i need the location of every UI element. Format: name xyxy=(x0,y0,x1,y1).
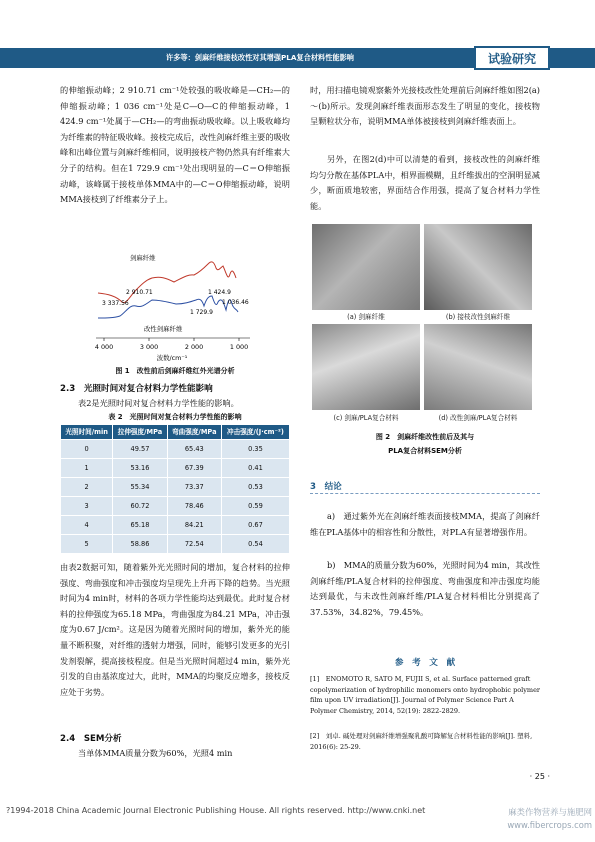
page-number: · 25 · xyxy=(529,772,550,781)
table-row xyxy=(61,497,290,516)
sem-image-b xyxy=(424,224,532,310)
fig2-caption-line1: 图 2 剑麻纤维改性前后及其与 xyxy=(375,433,475,441)
table-row xyxy=(61,459,290,478)
sem-image-c xyxy=(312,324,420,410)
table-2 xyxy=(60,424,290,554)
ftir-figure xyxy=(90,238,260,364)
table-cell: 0.35 xyxy=(221,440,289,459)
table-header: 弯曲强度/MPa xyxy=(167,425,221,440)
fig1-tick-2000: 2 000 xyxy=(184,343,204,351)
references-heading: 参 考 文 献 xyxy=(394,658,456,668)
fig1-ann-1729: 1 729.9 xyxy=(190,309,213,316)
sem-label-d: (d) 改性剑麻/PLA复合材料 xyxy=(438,414,518,422)
section-3-heading: 3 结论 xyxy=(310,482,342,492)
table-header: 光照时间/min xyxy=(61,425,113,440)
table-cell: 55.34 xyxy=(113,478,167,497)
sem-image-a xyxy=(312,224,420,310)
table-cell: 84.21 xyxy=(167,516,221,535)
table-cell: 73.37 xyxy=(167,478,221,497)
left-para-4: 当单体MMA质量分数为60%，光照4 min xyxy=(78,748,233,758)
table-cell: 60.72 xyxy=(113,497,167,516)
table-cell: 0.41 xyxy=(221,459,289,478)
table-cell: 0.59 xyxy=(221,497,289,516)
table-cell: 72.54 xyxy=(167,535,221,554)
table-cell: 58.86 xyxy=(113,535,167,554)
fig1-top-label: 剑麻纤维 xyxy=(130,254,156,262)
left-para-1: 的伸缩振动峰；2 910.71 cm⁻¹处较强的吸收峰是—CH₂—的伸缩振动峰；1 036 cm⁻¹处是C—O—C的伸缩振动峰，1 424.9 cm⁻¹处属于—CH₂—的弯曲振动吸收峰。以上吸收峰均为纤维素的特征吸收峰。接枝完成后，改性剑麻纤维主要的吸收峰和出峰位置与剑麻纤维相同，说明接枝产物仍然具有纤维素大分子的结构。但在1 729.9 cm⁻¹处出现明显的—C＝O伸缩振动峰，该峰属于接枝单体MMA中的—C＝O伸缩振动峰，说明MMA接枝到了纤维素分子上。 xyxy=(60,85,290,205)
table-row xyxy=(61,535,290,554)
reference-1: [1] ENOMOTO R, SATO M, FUJII S, et al. Surface patterned graft copolymerization of hydrophilic monomers onto hydrophobic polymer film upon UV irradiation[J]. Journal of Polymer Science Part A Polymer Chemistry, 2014, 52(19): 2822-2829. xyxy=(310,675,541,715)
sem-image-d xyxy=(424,324,532,410)
sem-label-a: (a) 剑麻纤维 xyxy=(347,313,385,321)
copyright-footer: ?1994-2018 China Academic Journal Electronic Publishing House. All rights reserved. http://www.cnki.net xyxy=(6,806,426,815)
left-para-3: 由表2数据可知，随着紫外光光照时间的增加，复合材料的拉伸强度、弯曲强度和冲击强度均呈现先上升再下降的趋势。当光照时间为4 min时，材料的各项力学性能均达到最优。此时复合材料的拉伸强度为65.18 MPa，弯曲强度为84.21 MPa，冲击强度为0.67 J/cm²。这是因为随着光照时间的增加，紫外光的能量不断积聚，对纤维的透射力增强，同时，能够引发更多的光引发剂裂解，提高接枝程度。但是当光照时间超过4 min，紫外光引发的自由基浓度过大，此时，MMA的均聚反应增多，接枝反应处于劣势。 xyxy=(60,562,290,697)
fig1-tick-3000: 3 000 xyxy=(139,343,159,351)
table-cell: 49.57 xyxy=(113,440,167,459)
table-header: 拉伸强度/MPa xyxy=(113,425,167,440)
table-cell: 0.54 xyxy=(221,535,289,554)
watermark: 麻类作物营养与施肥网 www.fibercrops.com xyxy=(507,807,592,830)
fig1-tick-1000: 1 000 xyxy=(229,343,249,351)
table-cell: 65.43 xyxy=(167,440,221,459)
table-cell: 0.67 xyxy=(221,516,289,535)
table-cell: 2 xyxy=(61,478,113,497)
table-cell: 0 xyxy=(61,440,113,459)
fig1-xlabel: 波数/cm⁻¹ xyxy=(156,354,188,362)
table-row xyxy=(61,440,290,459)
fig1-tick-4000: 4 000 xyxy=(94,343,114,351)
ftir-curve-untreated xyxy=(98,262,236,303)
sem-label-b: (b) 接枝改性剑麻纤维 xyxy=(445,313,511,321)
table-row xyxy=(61,516,290,535)
table-cell: 5 xyxy=(61,535,113,554)
table-cell: 67.39 xyxy=(167,459,221,478)
running-header: 许多等：剑麻纤维接枝改性对其增强PLA复合材料性能影响 xyxy=(166,53,354,62)
sem-label-c: (c) 剑麻/PLA复合材料 xyxy=(333,414,399,422)
fig1-ann-1036: 1 036.46 xyxy=(222,299,249,306)
section-2-3-heading: 2.3 光照时间对复合材料力学性能影响 xyxy=(60,384,213,394)
fig1-ann-3337: 3 337.56 xyxy=(102,300,129,307)
fig2-caption-line2: PLA复合材料SEM分析 xyxy=(388,447,462,455)
table2-caption: 表 2 光照时间对复合材料力学性能的影响 xyxy=(108,413,242,421)
section-2-4-heading: 2.4 SEM分析 xyxy=(60,734,122,744)
table-cell: 3 xyxy=(61,497,113,516)
table-cell: 53.16 xyxy=(113,459,167,478)
fig1-ann-1424: 1 424.9 xyxy=(208,289,231,296)
table-cell: 65.18 xyxy=(113,516,167,535)
conclusion-a: a) 通过紫外光在剑麻纤维表面接枝MMA，提高了剑麻纤维在PLA基体中的相容性和分散性，对PLA有显著增强作用。 xyxy=(310,511,540,537)
right-para-2: 另外，在图2(d)中可以清楚的看到，接枝改性的剑麻纤维均匀分散在基体PLA中，相界面模糊，且纤维拔出的空洞明显减少，断面质地较密，界面结合作用强，提高了复合材料力学性能。 xyxy=(310,154,540,211)
fig1-bottom-label: 改性剑麻纤维 xyxy=(144,325,183,333)
right-para-1: 时，用扫描电镜观察紫外光接枝改性处理前后剑麻纤维如图2(a)～(b)所示。发现剑麻纤维表面形态发生了明显的变化，接枝物呈颗粒状分布，说明MMA单体被接枝到剑麻纤维表面上。 xyxy=(310,85,540,127)
fig1-caption: 图 1 改性前后剑麻纤维红外光谱分析 xyxy=(115,367,235,375)
table-header-row xyxy=(61,425,290,440)
table-cell: 1 xyxy=(61,459,113,478)
conclusion-b: b) MMA的质量分数为60%，光照时间为4 min，其改性剑麻纤维/PLA复合材料的拉伸强度、弯曲强度和冲击强度均能达到最优，与未改性剑麻纤维/PLA复合材料相比分别提高了37.53%，34.82%，79.45%。 xyxy=(310,560,540,617)
table-cell: 0.53 xyxy=(221,478,289,497)
table-row xyxy=(61,478,290,497)
left-para-2: 表2是光照时间对复合材料力学性能的影响。 xyxy=(78,398,239,408)
table-cell: 78.46 xyxy=(167,497,221,516)
table-header: 冲击强度/(J·cm⁻²) xyxy=(221,425,289,440)
section-badge: 试验研究 xyxy=(474,46,550,70)
fig1-ann-2910: 2 910.71 xyxy=(126,289,153,296)
reference-2: [2] 刘卓. 碱处理对剑麻纤维增强聚乳酸可降解复合材料性能的影响[J]. 塑料, 2016(6): 25-29. xyxy=(310,732,533,751)
section-divider xyxy=(310,493,540,494)
table-cell: 4 xyxy=(61,516,113,535)
